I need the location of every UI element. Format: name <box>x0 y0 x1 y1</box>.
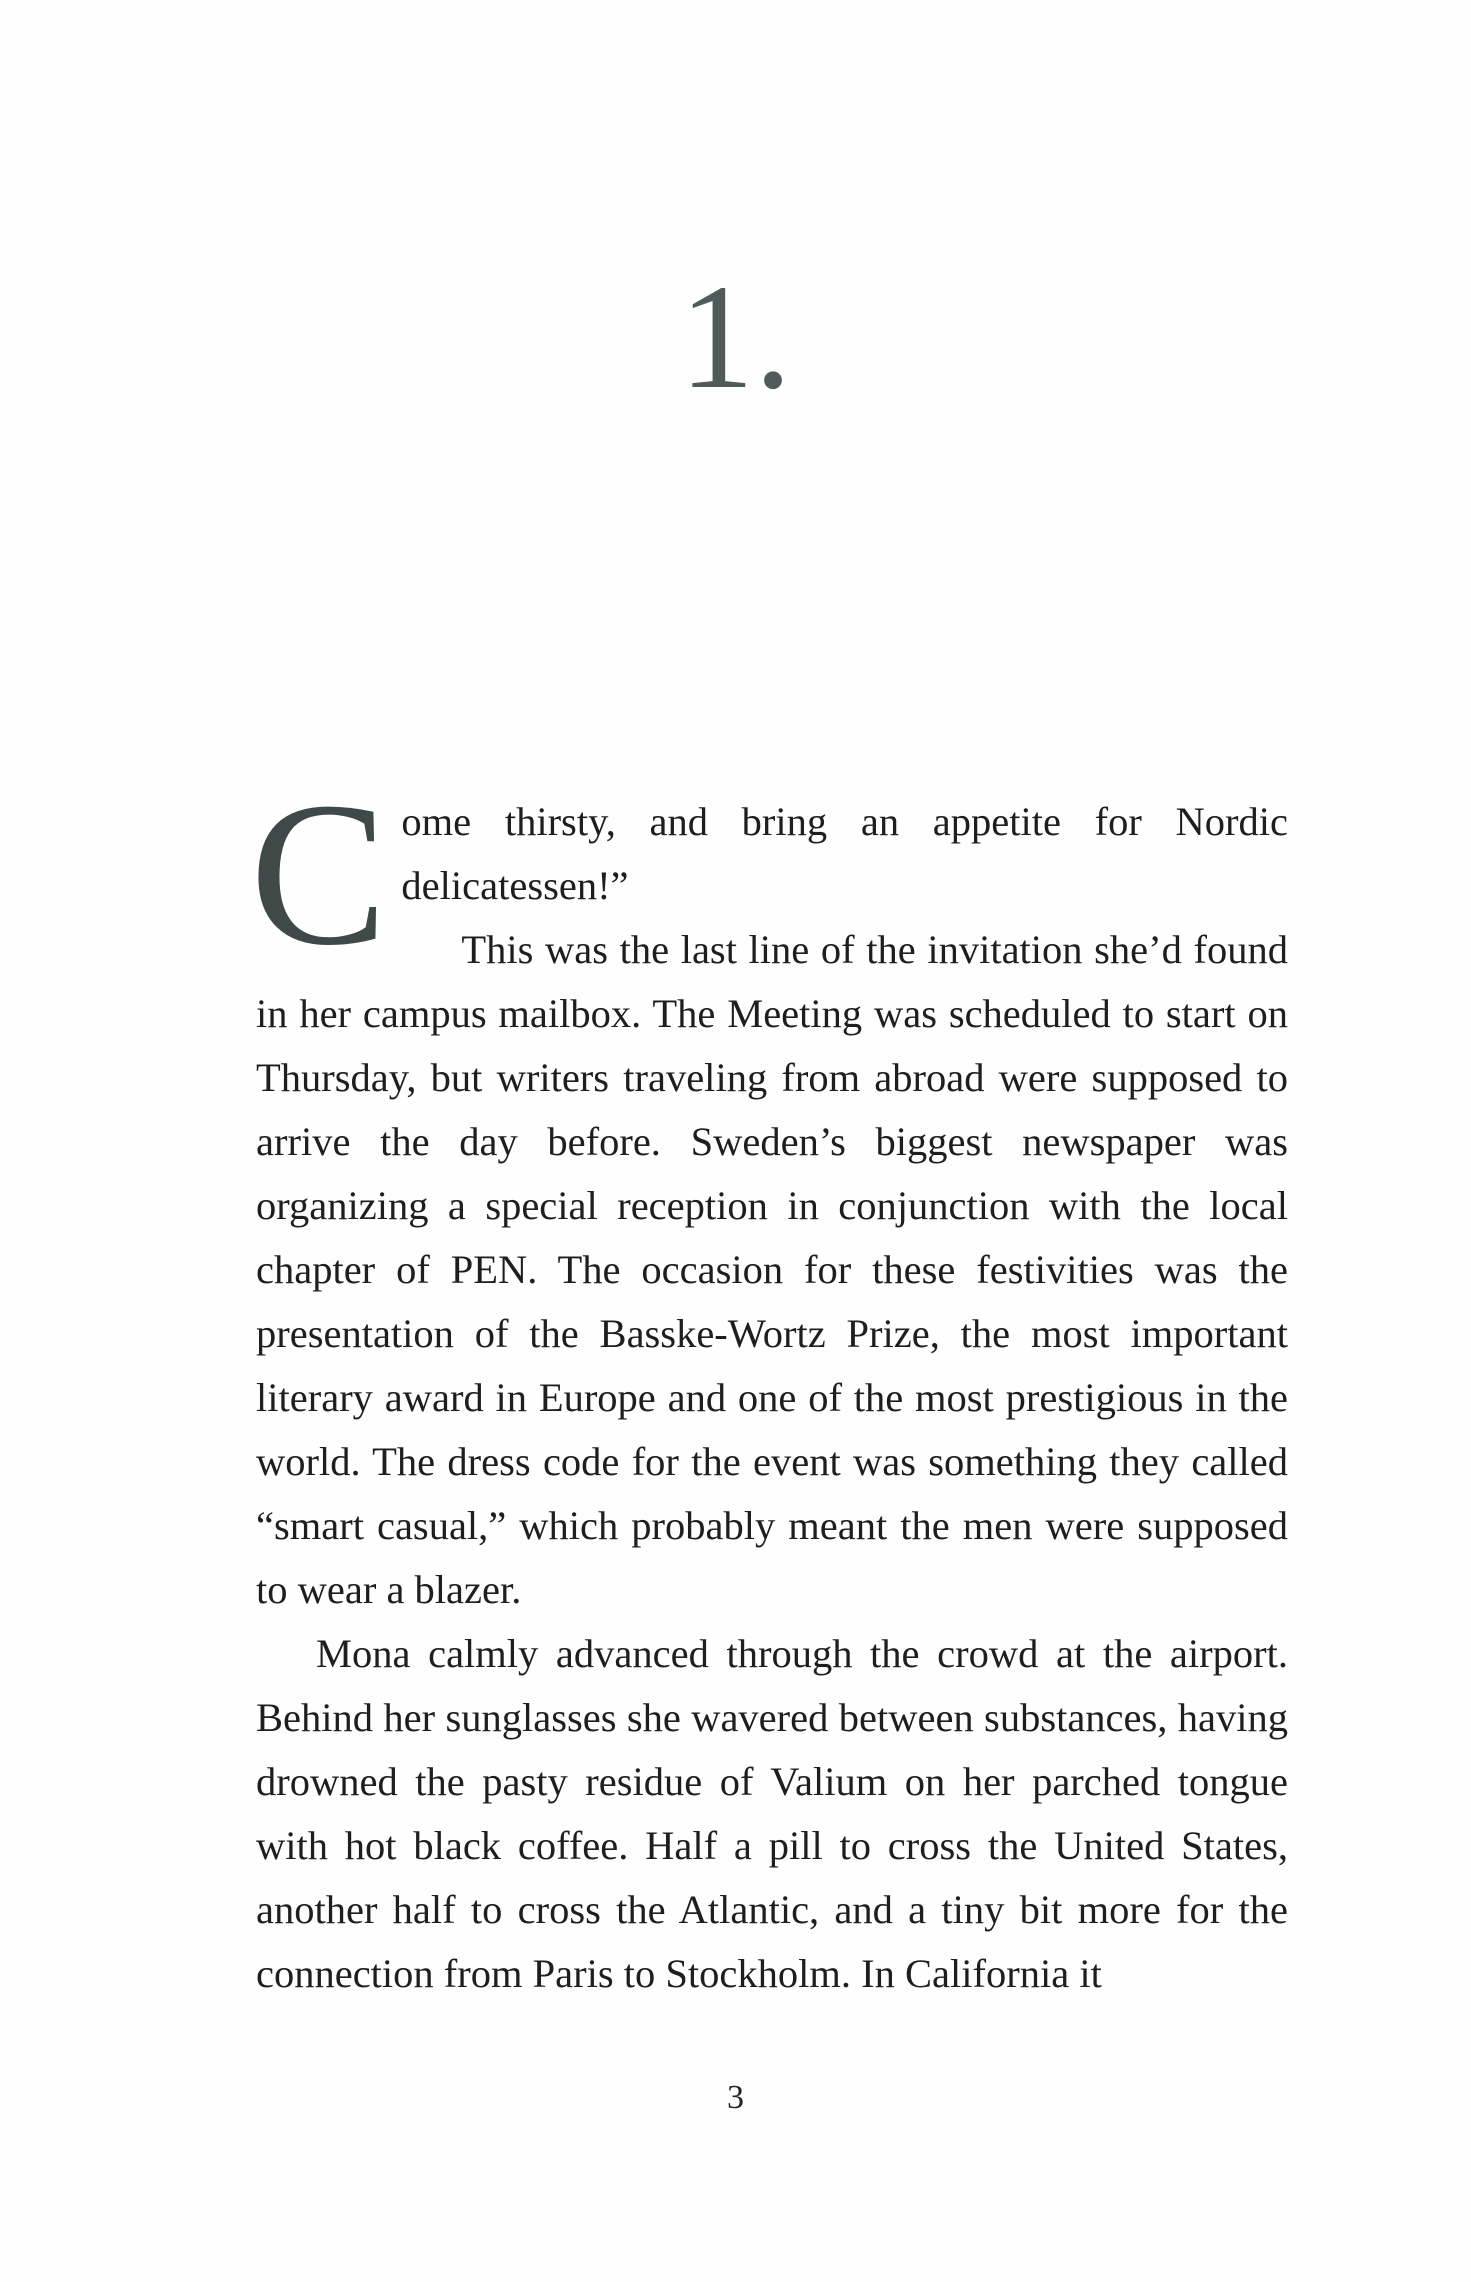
paragraph-invitation: This was the last line of the invitation she’d found in her campus mailbox. The Meeting was scheduled to start on Thursday, but writers traveling from abroad were supposed to arrive the day before. Sweden’s biggest newspaper was organizing a special reception in conjunction with the local chapter of PEN. The occasion for these festivities was the presentation of the Basske-Wortz Prize, the most important literary award in Europe and one of the most prestigious in the world. The dress code for the event was something they called “smart casual,” which probably meant the men were supposed to wear a blazer. <box>256 927 1288 1612</box>
paragraph-airport: Mona calmly advanced through the crowd at the airport. Behind her sunglasses she wavered between substances, having drowned the pasty residue of Valium on her parched tongue with hot black coffee. Half a pill to cross the United States, another half to cross the Atlantic, and a tiny bit more for the connection from Paris to Stockholm. In California it <box>256 1631 1288 1996</box>
opening-paragraph-text: ome thirsty, and bring an appetite for Nordic delicatessen!” <box>401 799 1288 908</box>
opening-paragraph <box>250 759 1288 988</box>
chapter-number: 1. <box>679 254 792 420</box>
drop-cap: C <box>250 759 388 988</box>
chapter-text <box>250 759 1288 2006</box>
page-number: 3 <box>727 2079 744 2116</box>
